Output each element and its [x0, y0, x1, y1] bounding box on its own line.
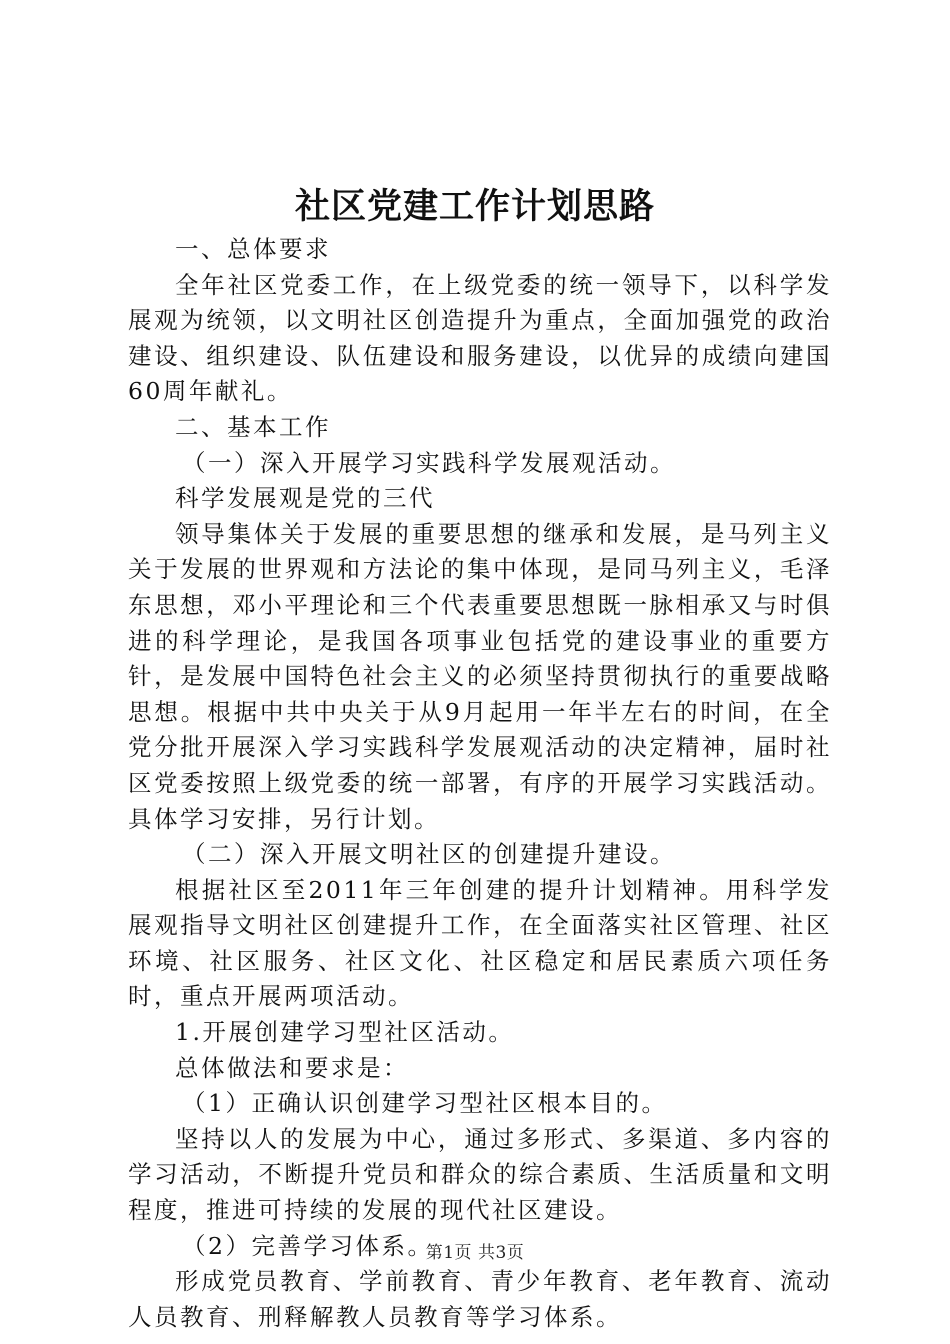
paragraph-learning-system: 形成党员教育、学前教育、青少年教育、老年教育、流动人员教育、刑释解教人员教育等学习体系。	[128, 1267, 832, 1331]
heading-overall-requirements: 一、总体要求	[175, 235, 331, 263]
heading-basic-work: 二、基本工作	[175, 412, 331, 441]
subheading-study-practice: （一）深入开展学习实践科学发展观活动。	[182, 448, 677, 477]
subheading-civilized-community: （二）深入开展文明社区的创建提升建设。	[182, 840, 677, 869]
item-1-purpose: （1）正确认识创建学习型社区根本目的。	[182, 1089, 668, 1118]
paragraph-scientific-outlook: 领导集体关于发展的重要思想的继承和发展，是马列主义关于发展的世界观和方法论的集中体现，是同马列主义，毛泽东思想，邓小平理论和三个代表重要思想既一脉相承又与时俱进的科学理论，是我国各项事业包括党的建设事业的重要方针，是发展中国特色社会主义的必须坚持贯彻执行的重要战略思想。根据中共中央关于从9月起用一年半左右的时间，在全党分批开展深入学习实践科学发展观活动的决定精神，届时社区党委按照上级党委的统一部署，有序的开展学习实践活动。具体学习安排，另行计划。	[128, 519, 832, 833]
paragraph-civilized-community: 根据社区至2011年三年创建的提升计划精神。用科学发展观指导文明社区创建提升工作，在全面落实社区管理、社区环境、社区服务、社区文化、社区稳定和居民素质六项任务时，重点开展两项活动。	[128, 875, 832, 1011]
item-2-learning-system: （2）完善学习体系。	[182, 1231, 434, 1260]
paragraph-general-approach: 总体做法和要求是：	[175, 1053, 409, 1082]
paragraph-overall-requirements: 全年社区党委工作，在上级党委的统一领导下，以科学发展观为统领，以文明社区创造提升为重点，全面加强党的政治建设、组织建设、队伍建设和服务建设，以优异的成绩向建国60周年献礼。	[128, 270, 832, 406]
document-title: 社区党建工作计划思路	[294, 186, 655, 227]
paragraph-scientific-outlook-intro: 科学发展观是党的三代	[175, 484, 435, 513]
page-footer: 第1页 共3页	[425, 1243, 525, 1263]
document-body	[128, 232, 832, 1335]
paragraph-purpose: 坚持以人的发展为中心，通过多形式、多渠道、多内容的学习活动，不断提升党员和群众的综合素质、生活质量和文明程度，推进可持续的发展的现代社区建设。	[128, 1124, 832, 1225]
item-learning-community: 1.开展创建学习型社区活动。	[175, 1018, 515, 1047]
